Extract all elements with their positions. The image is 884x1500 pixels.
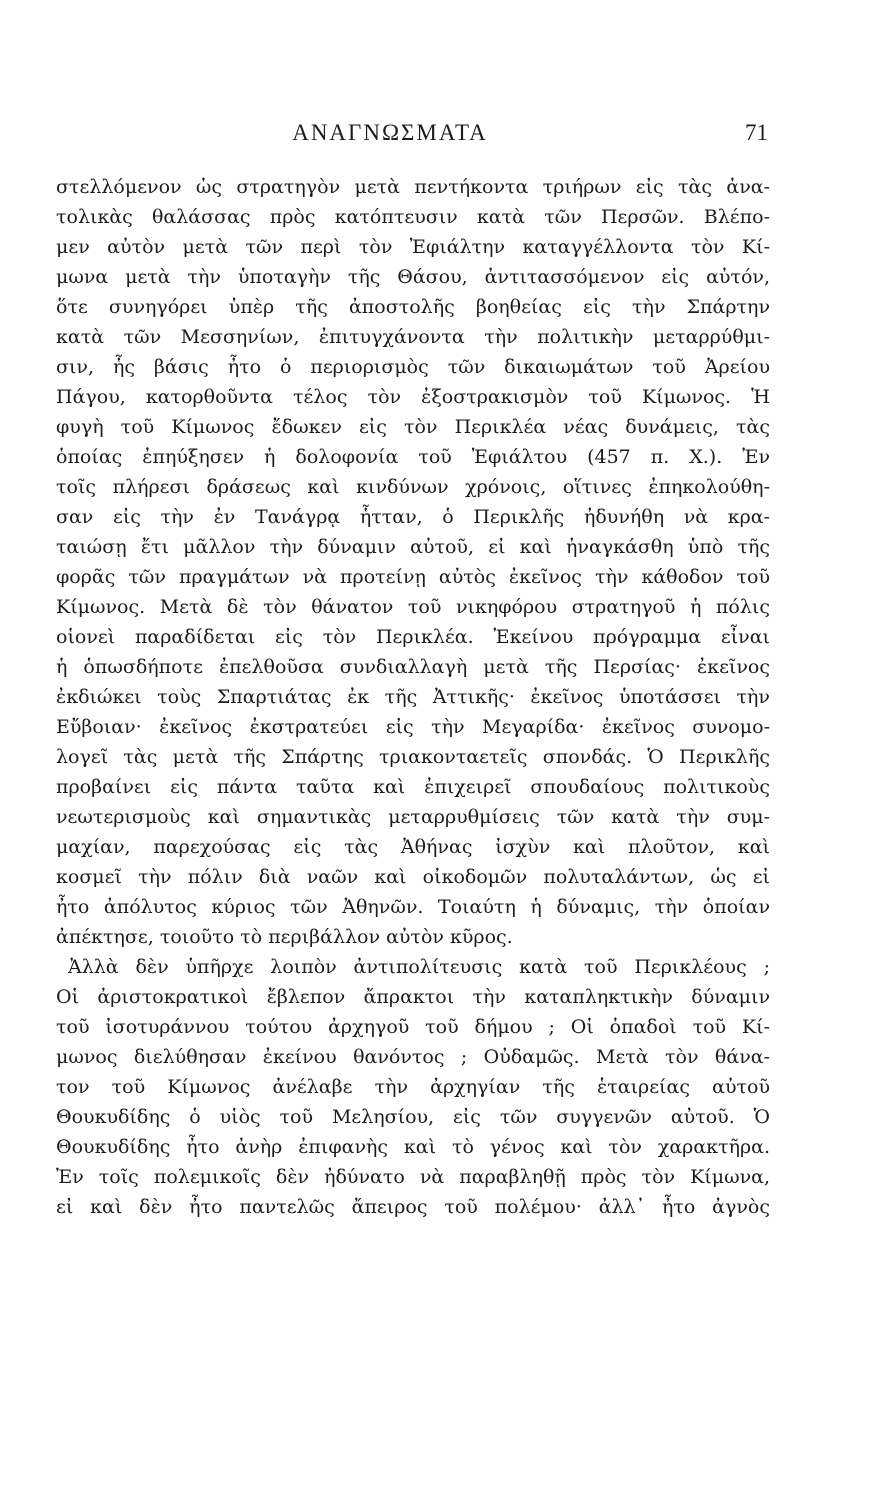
text-line: τον τοῦ Κίμωνος ἀνέλαβε τὴν ἀρχηγίαν τῆς ἑταιρείας αὐτοῦ <box>56 1076 770 1098</box>
text-line: μεν αὐτὸν μετὰ τῶν περὶ τὸν Ἐφιάλτην καταγγέλλοντα τὸν Κί- <box>56 236 770 258</box>
running-head <box>0 118 884 148</box>
text-line: τοῦ ἰσοτυράννου τούτου ἀρχηγοῦ τοῦ δήμου ; Οἱ ὀπαδοὶ τοῦ Κί- <box>56 1016 770 1038</box>
text-line: σαν εἰς τὴν ἐν Τανάγρᾳ ἧτταν, ὁ Περικλῆς ἠδυνήθη νὰ κρα- <box>56 506 770 528</box>
text-line: νεωτερισμοὺς καὶ σημαντικὰς μεταρρυθμίσεις τῶν κατὰ τὴν συμ- <box>56 806 770 828</box>
paragraph-1 <box>56 172 770 952</box>
running-title: ΑΝΑΓΝΩΣΜΑΤΑ <box>292 120 488 145</box>
text-line: ἦτο ἀπόλυτος κύριος τῶν Ἀθηνῶν. Τοιαύτη ἡ δύναμις, τὴν ὁποίαν <box>56 896 770 918</box>
text-line: Θουκυδίδης ἦτο ἀνὴρ ἐπιφανὴς καὶ τὸ γένος καὶ τὸν χαρακτῆρα. <box>56 1136 770 1158</box>
text-line: τοῖς πλήρεσι δράσεως καὶ κινδύνων χρόνοις, οἵτινες ἐπηκολούθη- <box>56 476 770 498</box>
text-line: Θουκυδίδης ὁ υἱὸς τοῦ Μελησίου, εἰς τῶν συγγενῶν αὐτοῦ. Ὁ <box>56 1106 770 1128</box>
text-line: ὁποίας ἐπηύξησεν ἡ δολοφονία τοῦ Ἐφιάλτου (457 π. Χ.). Ἐν <box>56 446 770 468</box>
text-line: σιν, ἧς βάσις ἦτο ὁ περιορισμὸς τῶν δικαιωμάτων τοῦ Ἀρείου <box>56 356 770 378</box>
text-line: μαχίαν, παρεχούσας εἰς τὰς Ἀθήνας ἰσχὺν καὶ πλοῦτον, καὶ <box>56 836 770 858</box>
text-line: φυγὴ τοῦ Κίμωνος ἔδωκεν εἰς τὸν Περικλέα νέας δυνάμεις, τὰς <box>56 416 770 438</box>
text-line: Κίμωνος. Μετὰ δὲ τὸν θάνατον τοῦ νικηφόρου στρατηγοῦ ἡ πόλις <box>56 596 770 618</box>
text-line: ἐκδιώκει τοὺς Σπαρτιάτας ἐκ τῆς Ἀττικῆς· ἐκεῖνος ὑποτάσσει τὴν <box>56 686 770 708</box>
text-line: στελλόμενον ὡς στρατηγὸν μετὰ πεντήκοντα τριήρων εἰς τὰς ἀνα- <box>56 176 770 198</box>
text-line: κατὰ τῶν Μεσσηνίων, ἐπιτυγχάνοντα τὴν πολιτικὴν μεταρρύθμι- <box>56 326 770 348</box>
text-line: ὅτε συνηγόρει ὑπὲρ τῆς ἀποστολῆς βοηθείας εἰς τὴν Σπάρτην <box>56 296 770 318</box>
text-line: προβαίνει εἰς πάντα ταῦτα καὶ ἐπιχειρεῖ σπουδαίους πολιτικοὺς <box>56 776 770 798</box>
text-line: κοσμεῖ τὴν πόλιν διὰ ναῶν καὶ οἰκοδομῶν πολυταλάντων, ὡς εἰ <box>56 866 770 888</box>
text-line: μωνα μετὰ τὴν ὑποταγὴν τῆς Θάσου, ἀντιτασσόμενον εἰς αὐτόν, <box>56 266 770 288</box>
text-line: Ἐν τοῖς πολεμικοῖς δὲν ἠδύνατο νὰ παραβληθῇ πρὸς τὸν Κίμωνα, <box>56 1166 770 1188</box>
text-line: μωνος διελύθησαν ἐκείνου θανόντος ; Οὐδαμῶς. Μετὰ τὸν θάνα- <box>56 1046 770 1068</box>
text-line: φορᾶς τῶν πραγμάτων νὰ προτείνῃ αὐτὸς ἐκεῖνος τὴν κάθοδον τοῦ <box>56 566 770 588</box>
text-line: Εὔβοιαν· ἐκεῖνος ἐκστρατεύει εἰς τὴν Μεγαρίδα· ἐκεῖνος συνομο- <box>56 716 770 738</box>
body-text <box>56 172 770 1222</box>
text-line: ἀπέκτησε, τοιοῦτο τὸ περιβάλλον αὐτὸν κῦρος. <box>56 926 513 948</box>
page-number: 71 <box>745 120 768 145</box>
text-line: λογεῖ τὰς μετὰ τῆς Σπάρτης τριακονταετεῖς σπονδάς. Ὁ Περικλῆς <box>56 746 770 768</box>
text-line: Οἱ ἀριστοκρατικοὶ ἔβλεπον ἄπρακτοι τὴν καταπληκτικὴν δύναμιν <box>56 986 770 1008</box>
text-line: Ἀλλὰ δὲν ὑπῆρχε λοιπὸν ἀντιπολίτευσις κατὰ τοῦ Περικλέους ; <box>68 956 770 978</box>
text-line: οἱονεὶ παραδίδεται εἰς τὸν Περικλέα. Ἐκείνου πρόγραμμα εἶναι <box>56 626 770 648</box>
text-line: ταιώσῃ ἔτι μᾶλλον τὴν δύναμιν αὐτοῦ, εἰ καὶ ἠναγκάσθη ὑπὸ τῆς <box>56 536 770 558</box>
text-line: εἰ καὶ δὲν ἦτο παντελῶς ἄπειρος τοῦ πολέμου· ἀλλ᾽ ἦτο ἀγνὸς <box>56 1196 770 1218</box>
text-line: τολικὰς θαλάσσας πρὸς κατόπτευσιν κατὰ τῶν Περσῶν. Βλέπο- <box>56 206 770 228</box>
paragraph-2 <box>56 952 770 1222</box>
text-line: ἡ ὁπωσδήποτε ἐπελθοῦσα συνδιαλλαγὴ μετὰ τῆς Περσίας· ἐκεῖνος <box>56 656 770 678</box>
text-line: Πάγου, κατορθοῦντα τέλος τὸν ἐξοστρακισμὸν τοῦ Κίμωνος. Ἡ <box>56 386 770 408</box>
